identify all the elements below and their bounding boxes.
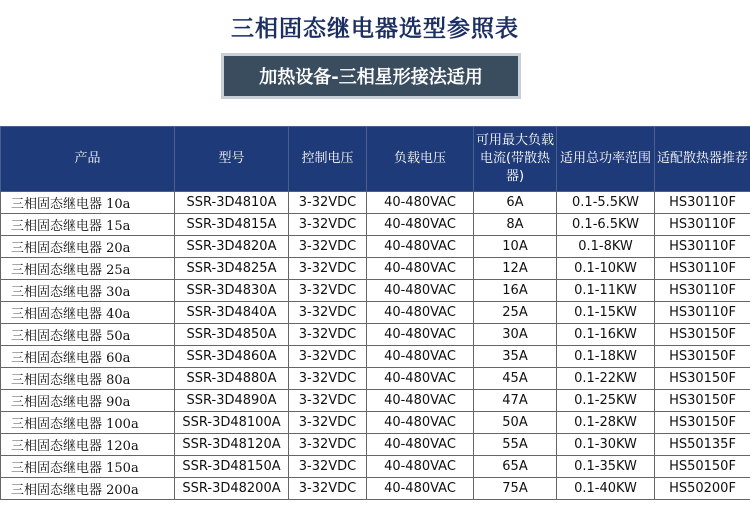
header-control-voltage: 控制电压 (289, 127, 367, 192)
header-row (1, 127, 750, 192)
cell-load-voltage: 40-480VAC (367, 368, 474, 390)
cell-load-voltage: 40-480VAC (367, 258, 474, 280)
header-product: 产品 (1, 127, 175, 192)
cell-control-voltage: 3-32VDC (289, 236, 367, 258)
cell-product: 三相固态继电器 60a (1, 346, 175, 368)
selection-table (0, 126, 750, 500)
cell-load-voltage: 40-480VAC (367, 302, 474, 324)
cell-power-range: 0.1-35KW (557, 456, 655, 478)
table-row (1, 368, 750, 390)
cell-heatsink: HS30110F (655, 192, 750, 214)
table-row (1, 214, 750, 236)
cell-product: 三相固态继电器 100a (1, 412, 175, 434)
cell-product: 三相固态继电器 80a (1, 368, 175, 390)
cell-model: SSR-3D4890A (175, 390, 289, 412)
cell-power-range: 0.1-8KW (557, 236, 655, 258)
cell-heatsink: HS50200F (655, 478, 750, 500)
table-row (1, 236, 750, 258)
cell-heatsink: HS50135F (655, 434, 750, 456)
cell-control-voltage: 3-32VDC (289, 368, 367, 390)
cell-max-current: 45A (474, 368, 557, 390)
cell-heatsink: HS30150F (655, 346, 750, 368)
cell-product: 三相固态继电器 120a (1, 434, 175, 456)
cell-max-current: 8A (474, 214, 557, 236)
cell-power-range: 0.1-25KW (557, 390, 655, 412)
cell-max-current: 16A (474, 280, 557, 302)
table-row (1, 302, 750, 324)
cell-heatsink: HS30110F (655, 302, 750, 324)
cell-max-current: 12A (474, 258, 557, 280)
cell-heatsink: HS30110F (655, 258, 750, 280)
table-row (1, 412, 750, 434)
cell-control-voltage: 3-32VDC (289, 192, 367, 214)
cell-power-range: 0.1-10KW (557, 258, 655, 280)
cell-product: 三相固态继电器 150a (1, 456, 175, 478)
cell-power-range: 0.1-18KW (557, 346, 655, 368)
cell-load-voltage: 40-480VAC (367, 456, 474, 478)
cell-control-voltage: 3-32VDC (289, 258, 367, 280)
cell-power-range: 0.1-22KW (557, 368, 655, 390)
cell-load-voltage: 40-480VAC (367, 236, 474, 258)
cell-control-voltage: 3-32VDC (289, 390, 367, 412)
cell-heatsink: HS30150F (655, 390, 750, 412)
cell-product: 三相固态继电器 200a (1, 478, 175, 500)
cell-control-voltage: 3-32VDC (289, 324, 367, 346)
cell-model: SSR-3D48150A (175, 456, 289, 478)
cell-max-current: 35A (474, 346, 557, 368)
cell-max-current: 47A (474, 390, 557, 412)
cell-load-voltage: 40-480VAC (367, 412, 474, 434)
cell-product: 三相固态继电器 20a (1, 236, 175, 258)
cell-model: SSR-3D4830A (175, 280, 289, 302)
cell-model: SSR-3D4880A (175, 368, 289, 390)
cell-model: SSR-3D4820A (175, 236, 289, 258)
header-model: 型号 (175, 127, 289, 192)
cell-product: 三相固态继电器 10a (1, 192, 175, 214)
table-row (1, 280, 750, 302)
cell-control-voltage: 3-32VDC (289, 214, 367, 236)
cell-heatsink: HS30150F (655, 324, 750, 346)
cell-product: 三相固态继电器 30a (1, 280, 175, 302)
table-row (1, 192, 750, 214)
cell-model: SSR-3D4825A (175, 258, 289, 280)
cell-load-voltage: 40-480VAC (367, 280, 474, 302)
cell-max-current: 55A (474, 434, 557, 456)
subtitle-banner: 加热设备-三相星形接法适用 (221, 53, 521, 99)
cell-heatsink: HS30110F (655, 280, 750, 302)
cell-model: SSR-3D48200A (175, 478, 289, 500)
cell-heatsink: HS30110F (655, 236, 750, 258)
table-row (1, 324, 750, 346)
table-row (1, 258, 750, 280)
cell-max-current: 30A (474, 324, 557, 346)
cell-model: SSR-3D4840A (175, 302, 289, 324)
table-body (1, 192, 750, 500)
cell-product: 三相固态继电器 50a (1, 324, 175, 346)
cell-model: SSR-3D48120A (175, 434, 289, 456)
cell-model: SSR-3D48100A (175, 412, 289, 434)
cell-load-voltage: 40-480VAC (367, 478, 474, 500)
cell-heatsink: HS30110F (655, 214, 750, 236)
table-row (1, 346, 750, 368)
header-max-current: 可用最大负载电流(带散热器) (474, 127, 557, 192)
cell-load-voltage: 40-480VAC (367, 192, 474, 214)
cell-control-voltage: 3-32VDC (289, 280, 367, 302)
header-power-range: 适用总功率范围 (557, 127, 655, 192)
table-row (1, 456, 750, 478)
cell-load-voltage: 40-480VAC (367, 434, 474, 456)
header-heatsink: 适配散热器推荐 (655, 127, 750, 192)
cell-power-range: 0.1-11KW (557, 280, 655, 302)
cell-max-current: 6A (474, 192, 557, 214)
cell-control-voltage: 3-32VDC (289, 434, 367, 456)
cell-power-range: 0.1-5.5KW (557, 192, 655, 214)
cell-max-current: 25A (474, 302, 557, 324)
cell-model: SSR-3D4810A (175, 192, 289, 214)
cell-heatsink: HS30150F (655, 368, 750, 390)
cell-load-voltage: 40-480VAC (367, 346, 474, 368)
cell-max-current: 75A (474, 478, 557, 500)
page-title: 三相固态继电器选型参照表 (231, 16, 519, 42)
cell-power-range: 0.1-16KW (557, 324, 655, 346)
cell-power-range: 0.1-28KW (557, 412, 655, 434)
cell-power-range: 0.1-40KW (557, 478, 655, 500)
cell-product: 三相固态继电器 40a (1, 302, 175, 324)
cell-load-voltage: 40-480VAC (367, 324, 474, 346)
cell-control-voltage: 3-32VDC (289, 302, 367, 324)
cell-load-voltage: 40-480VAC (367, 214, 474, 236)
cell-product: 三相固态继电器 15a (1, 214, 175, 236)
cell-model: SSR-3D4860A (175, 346, 289, 368)
table-row (1, 478, 750, 500)
cell-power-range: 0.1-6.5KW (557, 214, 655, 236)
cell-heatsink: HS30150F (655, 412, 750, 434)
cell-control-voltage: 3-32VDC (289, 412, 367, 434)
cell-max-current: 50A (474, 412, 557, 434)
cell-product: 三相固态继电器 90a (1, 390, 175, 412)
cell-model: SSR-3D4815A (175, 214, 289, 236)
cell-control-voltage: 3-32VDC (289, 346, 367, 368)
cell-power-range: 0.1-15KW (557, 302, 655, 324)
cell-max-current: 10A (474, 236, 557, 258)
table-row (1, 434, 750, 456)
cell-power-range: 0.1-30KW (557, 434, 655, 456)
header-load-voltage: 负载电压 (367, 127, 474, 192)
cell-product: 三相固态继电器 25a (1, 258, 175, 280)
table-row (1, 390, 750, 412)
cell-control-voltage: 3-32VDC (289, 478, 367, 500)
cell-load-voltage: 40-480VAC (367, 390, 474, 412)
cell-max-current: 65A (474, 456, 557, 478)
cell-model: SSR-3D4850A (175, 324, 289, 346)
table-header (1, 127, 750, 192)
cell-heatsink: HS50150F (655, 456, 750, 478)
cell-control-voltage: 3-32VDC (289, 456, 367, 478)
